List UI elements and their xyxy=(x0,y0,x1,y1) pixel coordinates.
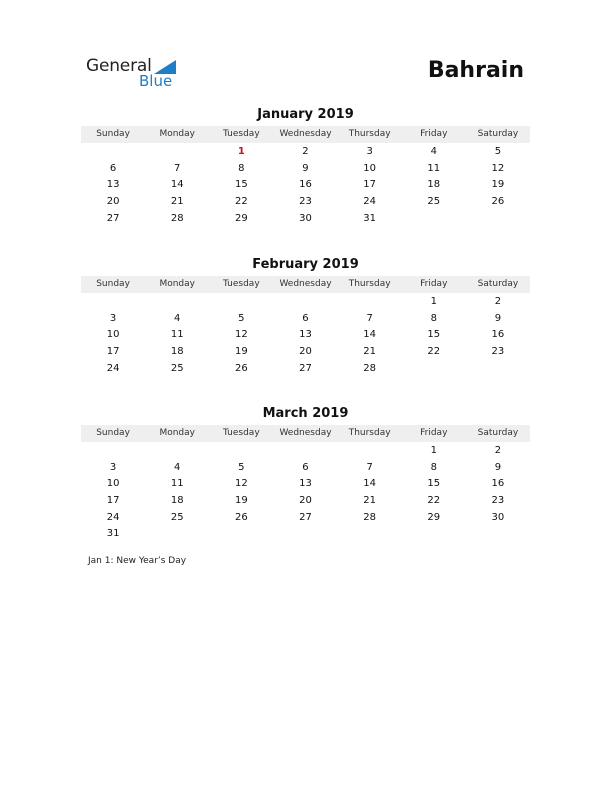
day-cell: 12 xyxy=(234,329,248,341)
day-cell: 22 xyxy=(427,495,441,507)
week-row xyxy=(81,144,530,161)
day-cell: 18 xyxy=(170,495,184,507)
week-row xyxy=(81,161,530,178)
day-cell: 23 xyxy=(491,346,505,358)
weekday-label: Saturday xyxy=(477,428,519,438)
day-cell: 26 xyxy=(491,196,505,208)
day-cell: 11 xyxy=(170,329,184,341)
day-cell: 27 xyxy=(106,212,120,224)
week-row xyxy=(81,460,530,477)
day-cell: 18 xyxy=(170,346,184,358)
day-cell: 13 xyxy=(106,179,120,191)
day-cell xyxy=(273,443,337,460)
day-cell: 25 xyxy=(427,196,441,208)
day-cell: 1 xyxy=(430,445,437,456)
day-cell: 28 xyxy=(363,362,376,374)
day-cell: 2 xyxy=(494,296,502,307)
weekday-label: Thursday xyxy=(348,279,391,289)
weekday-label: Sunday xyxy=(96,279,130,289)
weekday-label: Tuesday xyxy=(223,279,260,289)
day-cell: 20 xyxy=(299,495,312,507)
day-cell: 4 xyxy=(174,312,181,324)
weekday-label: Wednesday xyxy=(279,428,332,438)
weekday-header-row xyxy=(81,276,530,293)
day-cell xyxy=(466,526,530,543)
day-cell: 8 xyxy=(238,162,245,174)
day-cell xyxy=(145,526,209,543)
day-cell: 13 xyxy=(299,478,312,490)
day-cell xyxy=(338,443,402,460)
day-cell: 10 xyxy=(363,162,376,174)
day-cell: 26 xyxy=(234,511,248,523)
day-cell: 14 xyxy=(170,179,184,191)
weekday-label: Saturday xyxy=(477,279,519,289)
week-row xyxy=(81,211,530,228)
day-cell: 27 xyxy=(299,511,312,523)
week-row xyxy=(81,177,530,194)
month-block xyxy=(81,405,530,543)
day-cell xyxy=(209,443,273,460)
day-cell: 12 xyxy=(491,162,505,174)
day-cell: 6 xyxy=(302,312,309,324)
day-cell: 29 xyxy=(234,212,248,224)
day-cell: 31 xyxy=(363,212,376,224)
month-block xyxy=(81,106,530,227)
day-cell: 31 xyxy=(106,528,120,540)
day-cell: 12 xyxy=(234,478,248,490)
day-cell xyxy=(466,211,530,228)
day-cell: 7 xyxy=(366,312,373,324)
month-title: January 2019 xyxy=(257,107,354,122)
day-cell: 30 xyxy=(491,511,505,523)
day-cell: 19 xyxy=(234,346,248,358)
day-cell: 7 xyxy=(174,162,181,174)
weekday-label: Thursday xyxy=(348,428,391,438)
weekday-label: Monday xyxy=(159,428,195,438)
month-title: March 2019 xyxy=(262,406,349,421)
weekday-label: Tuesday xyxy=(223,428,260,438)
holiday-note: Jan 1: New Year’s Day xyxy=(88,556,187,566)
day-cell: 9 xyxy=(494,461,502,473)
day-cell: 16 xyxy=(299,179,312,191)
month-block xyxy=(81,256,530,377)
day-cell: 21 xyxy=(363,346,376,358)
day-cell: 10 xyxy=(106,478,120,490)
day-cell: 1 xyxy=(237,146,245,157)
day-cell xyxy=(209,526,273,543)
day-cell: 25 xyxy=(170,511,184,523)
day-cell: 2 xyxy=(302,146,309,157)
day-cell: 27 xyxy=(299,362,312,374)
day-cell: 26 xyxy=(234,362,248,374)
day-cell: 16 xyxy=(491,329,505,341)
day-cell xyxy=(402,361,466,378)
week-row xyxy=(81,361,530,378)
week-row xyxy=(81,294,530,311)
day-cell: 16 xyxy=(491,478,505,490)
day-cell: 10 xyxy=(106,329,120,341)
logo-text-general: General xyxy=(86,56,152,76)
day-cell: 15 xyxy=(427,329,441,341)
day-cell: 4 xyxy=(430,146,437,157)
day-cell: 7 xyxy=(366,461,373,473)
day-cell xyxy=(145,294,209,311)
day-cell: 20 xyxy=(106,196,120,208)
day-cell: 11 xyxy=(170,478,184,490)
weekday-label: Friday xyxy=(420,129,448,139)
day-cell: 6 xyxy=(302,461,309,473)
day-cell: 23 xyxy=(491,495,505,507)
week-row xyxy=(81,510,530,527)
day-cell xyxy=(466,361,530,378)
weekday-label: Friday xyxy=(420,279,448,289)
week-row xyxy=(81,443,530,460)
weekday-label: Wednesday xyxy=(279,279,332,289)
day-cell: 19 xyxy=(234,495,248,507)
weekday-label: Thursday xyxy=(348,129,391,139)
day-cell: 20 xyxy=(299,346,312,358)
day-cell xyxy=(209,294,273,311)
day-cell: 17 xyxy=(106,346,120,358)
day-cell: 21 xyxy=(170,196,184,208)
day-cell: 15 xyxy=(427,478,441,490)
day-cell: 17 xyxy=(106,495,120,507)
day-cell: 22 xyxy=(427,346,441,358)
day-cell xyxy=(145,144,209,161)
day-cell: 2 xyxy=(494,445,502,456)
day-cell: 30 xyxy=(299,212,312,224)
day-cell: 24 xyxy=(106,362,120,374)
day-cell: 14 xyxy=(363,329,376,341)
week-row xyxy=(81,344,530,361)
day-cell: 11 xyxy=(427,162,441,174)
day-cell: 21 xyxy=(363,495,376,507)
week-row xyxy=(81,476,530,493)
generalblue-logo xyxy=(86,56,186,92)
day-cell xyxy=(338,294,402,311)
day-cell: 28 xyxy=(363,511,376,523)
week-row xyxy=(81,327,530,344)
day-cell: 14 xyxy=(363,478,376,490)
day-cell xyxy=(273,526,337,543)
weekday-header-row xyxy=(81,126,530,143)
weekday-header-row xyxy=(81,425,530,442)
day-cell: 8 xyxy=(430,461,437,473)
day-cell xyxy=(81,294,145,311)
day-cell: 18 xyxy=(427,179,441,191)
day-cell xyxy=(81,144,145,161)
day-cell xyxy=(273,294,337,311)
weekday-label: Sunday xyxy=(96,428,130,438)
weekday-label: Friday xyxy=(420,428,448,438)
day-cell: 9 xyxy=(302,162,309,174)
day-cell: 28 xyxy=(170,212,184,224)
month-title: February 2019 xyxy=(252,257,359,272)
day-cell: 29 xyxy=(427,511,441,523)
day-cell: 5 xyxy=(494,146,502,157)
logo-text-blue: Blue xyxy=(139,72,173,90)
day-cell: 3 xyxy=(366,146,373,157)
weekday-label: Wednesday xyxy=(279,129,332,139)
day-cell: 24 xyxy=(363,196,376,208)
week-row xyxy=(81,493,530,510)
country-title: Bahrain xyxy=(427,58,524,83)
week-row xyxy=(81,194,530,211)
day-cell xyxy=(402,526,466,543)
day-cell: 8 xyxy=(430,312,437,324)
day-cell: 24 xyxy=(106,511,120,523)
day-cell: 5 xyxy=(238,312,245,324)
day-cell: 15 xyxy=(234,179,248,191)
day-cell: 9 xyxy=(494,312,502,324)
day-cell: 13 xyxy=(299,329,312,341)
day-cell xyxy=(81,443,145,460)
weekday-label: Saturday xyxy=(477,129,519,139)
day-cell: 3 xyxy=(109,312,117,324)
day-cell: 22 xyxy=(234,196,248,208)
day-cell: 5 xyxy=(238,461,245,473)
week-row xyxy=(81,526,530,543)
weekday-label: Monday xyxy=(159,129,195,139)
day-cell xyxy=(402,211,466,228)
day-cell: 6 xyxy=(109,162,117,174)
day-cell: 3 xyxy=(109,461,117,473)
day-cell: 4 xyxy=(174,461,181,473)
day-cell xyxy=(338,526,402,543)
weekday-label: Tuesday xyxy=(223,129,260,139)
day-cell xyxy=(145,443,209,460)
weekday-label: Monday xyxy=(159,279,195,289)
week-row xyxy=(81,311,530,328)
weekday-label: Sunday xyxy=(96,129,130,139)
day-cell: 17 xyxy=(363,179,376,191)
day-cell: 23 xyxy=(299,196,312,208)
day-cell: 19 xyxy=(491,179,505,191)
day-cell: 1 xyxy=(430,296,437,307)
day-cell: 25 xyxy=(170,362,184,374)
